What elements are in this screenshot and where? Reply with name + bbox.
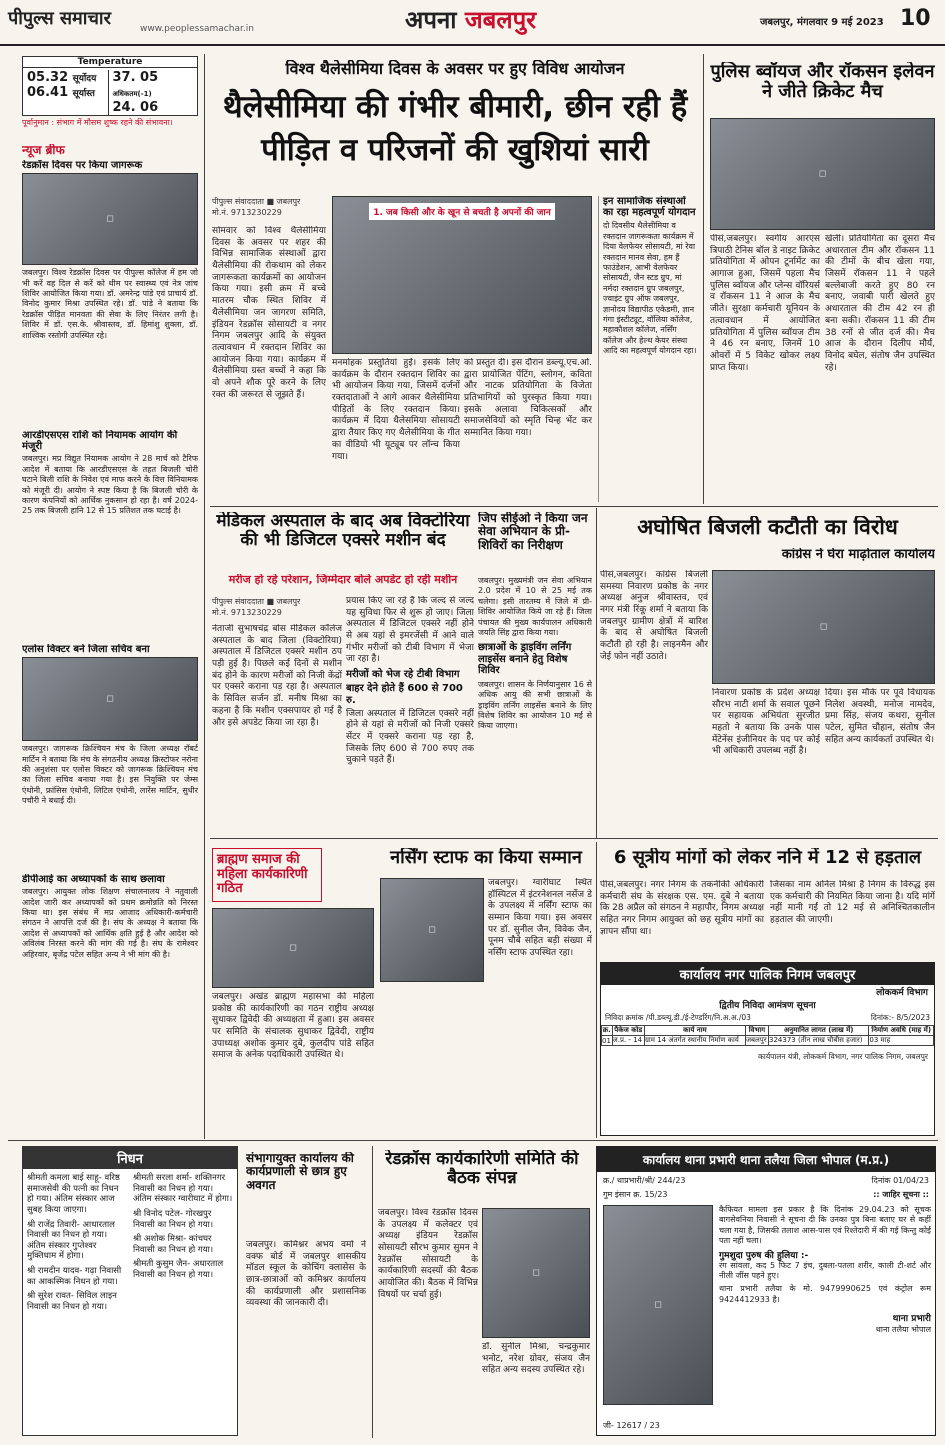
brief-text: जबलपुर। जागरूक क्रिश्चियन मंच के जिला अध्यक्ष रॉबर्ट मार्टिन ने बताया कि मंच के संगठनीय अध्यक्ष क्रिस्टोफर नरोना की अनुशंसा पर एलोस विक्टर को जागरूक क्रिश्चियन मंच का जिला सचिव बनाया गया है। इस नियुक्ति पर जेम्स एंथोनी, फ्रांसिस एंथोनी, लिटिल एंथोनी, लारेंस मार्टिन, सुधीर पचौरी ने बधाई दी। <box>22 744 198 806</box>
tender-title: द्वितीय निविदा आमंत्रण सूचना <box>719 1001 816 1011</box>
power-col1: पीसं,जबलपुर। कांग्रेस बिजली समस्या निवारण प्रकोष्ठ के नगर अध्यक्ष अनुज श्रीवास्तव, एवं नगर मंत्री रिंकू शर्मा ने बताया कि जबलपुर ग्रामीण क्षेत्रों में बारिश के बाद से अघोषित बिजली कटौती हो रही है। लाइनमैन और जेई फोन नहीं उठाते। <box>600 570 708 662</box>
ceo-body <box>478 576 592 836</box>
temp-max-delta: (-1) <box>137 90 152 98</box>
thal-byline <box>212 196 332 222</box>
thana-sign-place: थाना तलैया भोपाल <box>875 1325 931 1335</box>
sunrise-time: 05.32 <box>27 70 69 85</box>
thal-photo-caption: 1. जब किसी और के खून से बचती है अपनों की जान <box>369 203 555 220</box>
nursing-headline: नर्सिंग स्टाफ का किया सम्मान <box>390 848 582 868</box>
ma-col1: पीसं,जबलपुर। नगर निगम के तकनीकी अधिकारी कर्मचारी संघ के संरक्षक एस. एम. दुबे ने बताया कि 28 अप्रैल को संगठन ने महापौर, निगम अध्यक्ष सहित नगर निगम आयुक्त को छह सूत्रीय मांगों का ज्ञापन सौंपा था। <box>600 880 764 937</box>
masthead <box>0 0 945 46</box>
byline-mobile: मो.नं. 9713230229 <box>212 208 282 217</box>
brief-title: डीपीआई का अध्यापकों के साथ छलावा <box>22 874 165 885</box>
victoria-col1: नेताजी सुभाषचंद्र बोस मेडिकल कॉलेज अस्पताल के बाद जिला (विक्टोरिया) अस्पताल में डिजिटल एक्सरे मशीन ठप पड़ी हुई है। पिछले कई दिनों से मशीन बंद होने के कारण मरीजों को निजी केंद्रों पर एक्सरे कराना पड़ रहा है। अस्पताल के सिविल सर्जन डॉ. मनीष मिश्रा का कहना है कि मशीन एक्सपायर हो गई है और इसे अपडेट किया जा रहा है। <box>212 624 342 728</box>
redcross-caption: डॉ. सुनील मिश्रा, चन्द्रकुमार भनोट, नरेश ग्रोवर, संजय जैन सहित अन्य सदस्य उपस्थित रहे। <box>482 1342 590 1376</box>
police-col1: पीसं,जबलपुर। स्वर्गीय आरएस त्रिपाठी टेनिस बॉल डे नाइट क्रिकेट प्रतियोगिता में ओपन टूर्नामेंट का आगाज हुआ, जिसमें पहला मैच पुलिस ब्वॉयज और प्लेन्स वॉरियर्स व रॉकसन 11 ने आज के मैच जीते। सुरक्षा कर्मचारी यूनियन के तत्वावधान में आयोजित प्रतियोगिता में पुलिस ब्वॉयज टीम ने 46 रन बनाए, जिनमें 10 ओवरों में 5 विकेट खोकर लक्ष्य प्राप्त किया। <box>710 234 820 373</box>
victoria-headline: मेडिकल अस्पताल के बाद अब विक्टोरिया की भी डिजिटल एक्सरे मशीन बंद <box>216 512 470 551</box>
obituary-item: श्री सुरेश रावत- सिविल लाइन निवासी का निधन हो गया। <box>27 1291 117 1312</box>
byline-text: पीपुल्स संवाददाता ■ जबलपुर <box>212 197 301 206</box>
thal-sidebar <box>598 196 698 502</box>
ceo-sub: छात्राओं के ड्राइविंग लर्निंग लाइसेंस बनाने हेतु विशेष शिविर <box>478 642 572 676</box>
ceo-headline: जिप सीईओ ने किया जन सेवा अभियान के प्री-शिविरों का निरीक्षण <box>478 512 588 552</box>
thal-col3: मनमोहक प्रस्तुतियां हुईं। इसके लिए कार्यक्रम के दौरान रक्तदान शिविर का भी आयोजन किया गया, जिसमें दर्जनों रक्तदाताओं ने आगे आकर थैलेसीमिया पीड़ितों के लिए रक्तदान किया। कार्यक्रम में दिया थैलेसमिया सोसायटी द्वारा तैयार किए गए थैलेसीमिया के गीत का वीडियो भी यूट्यूब पर लॉन्च किया गया। <box>332 358 460 462</box>
brahmin-text: जबलपुर। अखंड ब्राह्मण महासभा की महिला प्रकोष्ठ की कार्यकारिणी का गठन राष्ट्रीय अध्यक्ष सुधाकर द्विवेदी की अध्यक्षता में हुआ। इस अवसर पर समिति के संचालक सुधाकर द्विवेदी, राष्ट्रीय उपाध्यक्ष अशोक कुमार दुबे, कुलदीप पांडे सहित समाज के अनेक पदाधिकारी उपस्थित थे। <box>212 992 374 1061</box>
thana-case: गुम इंसान क्र. 15/23 <box>603 1190 668 1199</box>
victoria-sub2: बाहर देने होते हैं 600 से 700 रु. <box>346 683 463 706</box>
ma-col2: जिसका नाम अनिल मिश्रा है निगम के विरुद्ध इस एक कर्मचारी की नियमित किया जाना है। यदि मांगें नहीं मानी गईं तो 12 मई से अनिश्चितकालीन हड़ताल की जाएगी। <box>770 880 935 926</box>
weather-forecast: पूर्वानुमान : संभाग में मौसम शुष्क रहने की संभावना। <box>22 118 173 127</box>
brief-title: आरडीएसएस राशि को नियामक आयोग की मंजूरी <box>22 430 178 453</box>
nidhan-title: निधन <box>23 1147 237 1169</box>
thana-sign-title: थाना प्रभारी <box>892 1314 931 1325</box>
byline-text: पीपुल्स संवाददाता ■ जबलपुर <box>212 597 301 606</box>
table-row <box>602 1036 934 1046</box>
victoria-col2-text: प्रयास किए जा रहे हैं कि जल्द से जल्द यह सुविधा फिर से शुरू हो जाए। जिला अस्पताल में डिजिटल एक्सरे नहीं होने से अब यहां से इमरजेंसी में आने वाले गंभीर मरीजों को टीबी विभाग में भेजा जा रहा है। <box>346 596 474 665</box>
thana-date: दिनांक 01/04/23 <box>871 1176 929 1185</box>
redcross-text: जबलपुर। विश्व रेडक्रॉस दिवस के उपलक्ष्य में कलेक्टर एवं अध्यक्ष इंडियन रेडक्रॉस सोसायटी सौरभ कुमार सुमन ने रेडक्रॉस सोसायटी के कार्यकारिणी सदस्यों की बैठक आयोजित की। बैठक में विभिन्न विषयों पर चर्चा हुई। <box>378 1208 478 1300</box>
brief-item <box>22 430 198 640</box>
tender-dept: कार्यालय नगर पालिक निगम जबलपुर <box>601 963 934 985</box>
power-subhead: कांग्रेस ने घेरा माढ़ोताल कार्यालय <box>781 548 935 562</box>
brahmin-photo: ◻ <box>212 908 374 988</box>
paper-logo: पीपुल्स समाचार <box>8 8 111 29</box>
sunset-time: 06.41 <box>27 85 69 100</box>
brief-text: जबलपुर। मप्र विद्युत नियामक आयोग ने 28 मार्च को टैरिफ आदेश में बताया कि आरडीएसएस के तहत बिजली चोरी घटाने बिली राशि के निवेश एवं माफ करने के वित्त विनियामक को मंजूरी दी। आयोग ने स्पष्ट किया है कि बिजली चोरी के कारण कंपनियों को आर्थिक नुकसान हो रहा है। वर्ष 2024-25 तक बिजली हानि 12 से 15 प्रतिशत तक घटाई है। <box>22 454 198 516</box>
brief-photo: ◻ <box>22 173 198 265</box>
byline-mobile: मो.नं. 9713230229 <box>212 608 282 617</box>
thana-notice <box>596 1146 936 1436</box>
power-col3: दिया। इस मौके पर पूर्व विधायक निलेश अवस्थी, मनोज नामदेव, प्रमा सिंह, संजय कथरा, सुनील पटेल, सुमित चौहान, संतोष जैन सहित अन्य कार्यकर्ता उपस्थित थे। <box>825 688 935 745</box>
temp-max: 37. 05 <box>112 70 159 85</box>
tender-footer: कार्यपालन यंत्री, लोककर्म विभाग, नगर पालिक निगम, जबलपुर <box>758 1052 928 1061</box>
nursing-text: जबलपुर। ग्वारीघाट स्थित हॉस्पिटल में इंटरनेशनल नर्सेज डे के उपलक्ष्य में नर्सिंग स्टाफ का सम्मान किया गया। इस अवसर पर डॉ. सुनील जैन, विवेक जैन, पूनम चौबे सहित बड़ी संख्या में नर्सिंग स्टाफ उपस्थित रहा। <box>488 878 592 959</box>
table-header: पैकेज कोड <box>612 1026 644 1036</box>
temp-min: 24. 06 <box>112 100 159 115</box>
weather-box <box>22 56 198 116</box>
temp-max-label: अधिकतम <box>112 90 138 98</box>
weather-title: Temperature <box>23 57 197 68</box>
victoria-col3: जिला अस्पताल में डिजिटल एक्सरे नहीं होने से यहां से मरीजों को निजी एक्सरे सेंटर में एक्सरे कराना पड़ रहा है, जिसके लिए 600 से 700 रुपए तक चुकाने पड़ते हैं। <box>346 708 474 766</box>
tender-table <box>601 1025 934 1046</box>
sidebar-title: इन सामाजिक संस्थाओं का रहा महत्वपूर्ण योगदान <box>603 196 696 219</box>
thal-kicker: विश्व थैलेसीमिया दिवस के अवसर पर हुए विविध आयोजन <box>285 60 625 78</box>
police-col2: खेली। प्रतियोगिता का दूसरा मैच अधारताल टीम और रॉकसन 11 की टीमों के बीच खेला गया, जिसमें रॉकसन 11 ने पहले बल्लेबाजी करते हुए 80 रन बनाए, जवाबी पारी खेलते हुए अधारताल की टीम 42 रन ही बना सकी। रॉकसन 11 की टीम 38 रनों से जीत दर्ज की। मैच आज के दौरान दिलीप मौर्य, विनोद बघेल, संतोष जैन उपस्थित रहे। <box>825 234 935 373</box>
brief-text: जबलपुर। विश्व रेडक्रॉस दिवस पर पीपुल्स कॉलेज में हम जो भी करें वह दिल से करें को थीम पर स्वास्थ्य एवं नेत्र जांच शिविर आयोजित किया गया। डॉ. अमरेन्द्र पांडे एवं प्राचार्य डॉ. विनोद कुमार मिश्रा उपस्थित रहे। डॉ. पांडे ने बताया कि रेडक्रॉस पीड़ित मानवता की सेवा के लिए निरंतर लगी है। शिविर में डॉ. एस.के. श्रीवास्तव, डॉ. हिमांशु शुक्ला, डॉ. शाश्विक रस्तोगी उपस्थित रहे। <box>22 268 198 340</box>
thal-col1: सोमवार को विश्व थैलेसीमिया दिवस के अवसर पर शहर की विभिन्न सामाजिक संस्थाओं द्वारा थैलेसीमिया की रोकथाम को लेकर जागरूकता कार्यक्रमों का आयोजन किया गया। इसी क्रम में बच्चे मातरम चौक स्थित शिविर में थैलेसीमिया जन जागरण समिति, इंडियन रेडक्रॉस सोसायटी व नगर निगम जबलपुर आदि के संयुक्त तत्वावधान में रक्तदान शिविर का आयोजन किया गया। कार्यक्रम में थैलेसीमिया ग्रस्त बच्चों ने कहा कि वो अपने शौक पूरे करने के लिए रक्त की जरूरत से जूझते हैं। <box>212 226 326 400</box>
thana-text: कैफियत मामला इस प्रकार है कि दिनांक 29.04.23 को सूचक बागसेवनिया निवासी ने सूचना दी कि उनका पुत्र बिना बताए घर से कहीं चला गया है, जिसकी तलाश आस-पास एवं रिश्तेदारी में की गई किन्तु कोई पता नहीं चला। <box>719 1205 931 1246</box>
police-photo: ◻ <box>710 118 935 230</box>
brief-item <box>22 874 198 1140</box>
table-cell: 03 माह <box>869 1036 934 1046</box>
table-header: विभाग <box>745 1026 768 1036</box>
power-photo: ◻ <box>712 570 935 684</box>
page-number: 10 <box>900 6 931 31</box>
thana-notice-title: :: जाहिर सूचना :: <box>873 1190 929 1199</box>
police-headline: पुलिस ब्वॉयज और रॉकसन इलेवन ने जीते क्रिकेट मैच <box>710 62 935 103</box>
table-cell: ज.प्र. - 14 <box>612 1036 644 1046</box>
brief-title: रेडक्रॉस दिवस पर किया जागरूक <box>22 160 143 171</box>
thal-photo <box>332 196 592 354</box>
obituary-item: श्री अशोक मिश्रा- कांचघर निवासी का निधन हो गया। <box>133 1234 214 1255</box>
obituary-item: श्री रामदीन यादव- गढ़ा निवासी का आकस्मिक निधन हो गया। <box>27 1266 122 1287</box>
news-brief-label: न्यूज ब्रीफ <box>22 144 65 157</box>
thana-head: कार्यालय थाना प्रभारी थाना तलैया जिला भोपाल (म.प्र.) <box>597 1147 935 1172</box>
brief-photo: ◻ <box>22 657 198 741</box>
redcross-photo: ◻ <box>482 1208 590 1338</box>
table-header: कार्य नाम <box>644 1026 745 1036</box>
ceo-col1: जबलपुर। मुख्यमंत्री जन सेवा अभियान 2.0 प्रदेश में 10 से 25 मई तक चलेगा। इसी तारतम्य में जिले में प्री-शिविर आयोजित किये जा रहे हैं। जिला पंचायत की मुख्य कार्यपालन अधिकारी जयति सिंह द्वारा किया गया। <box>478 576 592 637</box>
sunrise-label: सूर्योदय <box>72 74 97 84</box>
victoria-subhead: मरीज हो रहे परेशान, जिम्मेदार बोले अपडेट हो रही मशीन <box>228 574 458 586</box>
missing-person-photo: ◻ <box>603 1205 713 1405</box>
redcross-headline: रेडक्रॉस कार्यकारिणी समिति की बैठक संपन्न <box>385 1150 579 1189</box>
victoria-sub1: मरीजों को भेज रहे टीबी विभाग <box>346 669 460 681</box>
tender-notice <box>600 962 935 1136</box>
obituary-item: श्री राजेंद्र तिवारी- आधारताल निवासी का निधन हो गया। अंतिम संस्कार गुप्तेश्वर मुक्तिधाम में होगा। <box>27 1219 115 1262</box>
obituary-item: श्रीमती सरला शर्मा- शक्तिनगर निवासी का निधन हो गया। अंतिम संस्कार ग्वारीघाट में होगा। <box>133 1173 233 1205</box>
nidhan-box <box>22 1146 238 1436</box>
thana-contact: थाना प्रभारी तलैया के मो. 9479990625 एवं कंट्रोल रूम 9424412933 है। <box>719 1284 931 1304</box>
power-col2: निवारण प्रकोष्ठ के प्रदेश अध्यक्ष सौरभ नाटी शर्मा के सवाल पूछने पर सहायक अभियंता सुरजीत महतो ने बताया कि उनके पास मेंटेनेंस इंजीनियर के पद पर कोई भी अधिकारी उपलब्ध नहीं है। <box>712 688 820 757</box>
sunset-label: सूर्यास्त <box>72 89 95 99</box>
table-cell: ग्राम 14 अंतर्गत स्थानीय निर्माण कार्य <box>644 1036 745 1046</box>
ceo-col2: जबलपुर। शासन के निर्णयानुसार 16 से अधिक आयु की सभी छात्राओं के ड्राइविंग लर्निंग लाइसेंस बनाने के लिए विशेष शिविर का आयोजन 10 मई से किया जाएगा। <box>478 679 592 731</box>
brief-item <box>22 160 198 428</box>
table-cell: 324373 (तीन लाख चौबीस हजार) <box>769 1036 869 1046</box>
table-header: क्र. <box>602 1026 611 1034</box>
website[interactable]: www.peoplessamachar.in <box>140 24 254 34</box>
tender-ref: निविदा क्रमांक /पी.डब्ल्यू.डी./ई-टेण्डरिंग/नि.अ.अ./03 <box>605 1013 751 1022</box>
coaching-headline: संभागायुक्त कार्यालय की कार्यप्रणाली से छात्र हुए अवगत <box>246 1152 354 1192</box>
brief-item <box>22 644 198 872</box>
table-header: निर्माण अवधि (माह में) <box>869 1026 934 1036</box>
tender-sub: लोककर्म विभाग <box>876 988 928 998</box>
missing-desc: रंग सांवला, कद 5 फिट 7 इंच, दुबला-पतला शरीर, काली टी-शर्ट और नीली जींस पहने हुए। <box>719 1260 931 1281</box>
obituary-item: श्रीमती कुसुम जैन- अधारताल निवासी का निधन हो गया। <box>133 1259 224 1280</box>
brahmin-headline: ब्राह्मण समाज की महिला कार्यकारिणी गठित <box>212 848 322 902</box>
thana-ref: क्र./ थाप्रभारी/श्री/ 244/23 <box>603 1176 686 1185</box>
nursing-photo: ◻ <box>380 878 484 982</box>
thal-col4: को प्रस्तुत दी। इस दौरान डब्ल्यू.एच.ओ. द्वारा प्रायोजित पेंटिंग, स्लोगन, कविता और नाटक प्रतियोगिता के विजेता प्रतिभागियों को पुरस्कृत किया गया। इसके अलावा चिकित्सकों और समाजसेवियों को स्मृति चिन्ह भेंट कर सम्मानित किया गया। <box>464 358 592 439</box>
section-title: अपना जबलपुर <box>405 6 537 34</box>
table-cell: 01 <box>602 1036 611 1045</box>
obituary-item: श्रीमती कमला बाई साहू- वरिष्ठ समाजसेवी की पत्नी का निधन हो गया। अंतिम संस्कार आज सुबह किया जाएगा। <box>27 1173 120 1215</box>
missing-title: गुमशुदा पुरुष की हुलिया :- <box>719 1250 809 1261</box>
brief-text: जबलपुर। आयुक्त लोक शिक्षण संचालनालय ने नतुवाली आदेश जारी कर अध्यापकों को प्रथम क्रमोन्नति को निरस्त किया था। इस संबंध में मप्र आजाद अधिकारी-कर्मचारी संगठन ने आपत्ति दर्ज की है। संघ के अध्यक्ष ने बताया कि आदेश से अध्यापकों को आर्थिक क्षति हुई है और आदेश को अविलंब निरस्त करने की मांग की गई है। संघ के रामेश्वर अहिरवार, बृजेंद्र पटेल सहित अन्य ने भी मांग की है। <box>22 887 198 959</box>
thana-ref-no: जी- 12617 / 23 <box>603 1421 660 1430</box>
sidebar-text: दो दिवसीय थैलेसीमिया व रक्तदान जागरूकता कार्यक्रम में दिया वेलफेयर सोसायटी, मां रेवा रक्तदान मानव सेवा, हम हैं फाउंडेशन, आभी वेलफेयर सोसायटी, जैन स्टड ग्रुप, मां नर्मदा रक्तदान ग्रुप जबलपुर, ज्वाइंट ग्रुप ऑफ जबलपुर, ज्ञानोदय विद्यापीठ एकेडमी, ज्ञान गंगा इंस्टीट्यूट, वॉलिया कॉलेज, महाकौशल कॉलेज, नर्सिंग कॉलेज और हेल्थ केयर संस्था आदि का महत्वपूर्ण योगदान रहा। <box>603 221 697 356</box>
table-cell: जबलपुर <box>745 1036 767 1044</box>
power-headline: अघोषित बिजली कटौती का विरोध <box>637 516 898 539</box>
thal-headline: थैलेसीमिया की गंभीर बीमारी, छीन रही हैं पीड़ित व परिजनों की खुशियां सारी <box>222 89 688 169</box>
coaching-text: जबलपुर। कमिश्नर अभय वर्मा ने वक्फ बोर्ड में जबलपुर शासकीय मॉडल स्कूल के कोचिंग क्लासेस के छात्र-छात्राओं को कमिश्नर कार्यालय की कार्यप्रणाली और प्रशासनिक व्यवस्था की जानकारी दी। <box>246 1240 366 1309</box>
brief-title: एलोस विक्टर बने जिला सचिव बना <box>22 644 150 655</box>
dateline: जबलपुर, मंगलवार 9 मई 2023 <box>760 17 884 28</box>
tender-date: दिनांक:- 8/5/2023 <box>870 1013 930 1022</box>
table-header-row <box>602 1026 934 1036</box>
victoria-col2 <box>346 596 474 836</box>
ma-headline: 6 सूत्रीय मांगों को लेकर ननि में 12 से हड़ताल <box>613 848 922 868</box>
table-header: अनुमानित लागत (लाख में) <box>769 1026 869 1036</box>
victoria-byline <box>212 596 342 620</box>
obituary-item: श्री विनोद पटेल- गोरखपुर निवासी का निधन हो गया। <box>133 1208 214 1230</box>
